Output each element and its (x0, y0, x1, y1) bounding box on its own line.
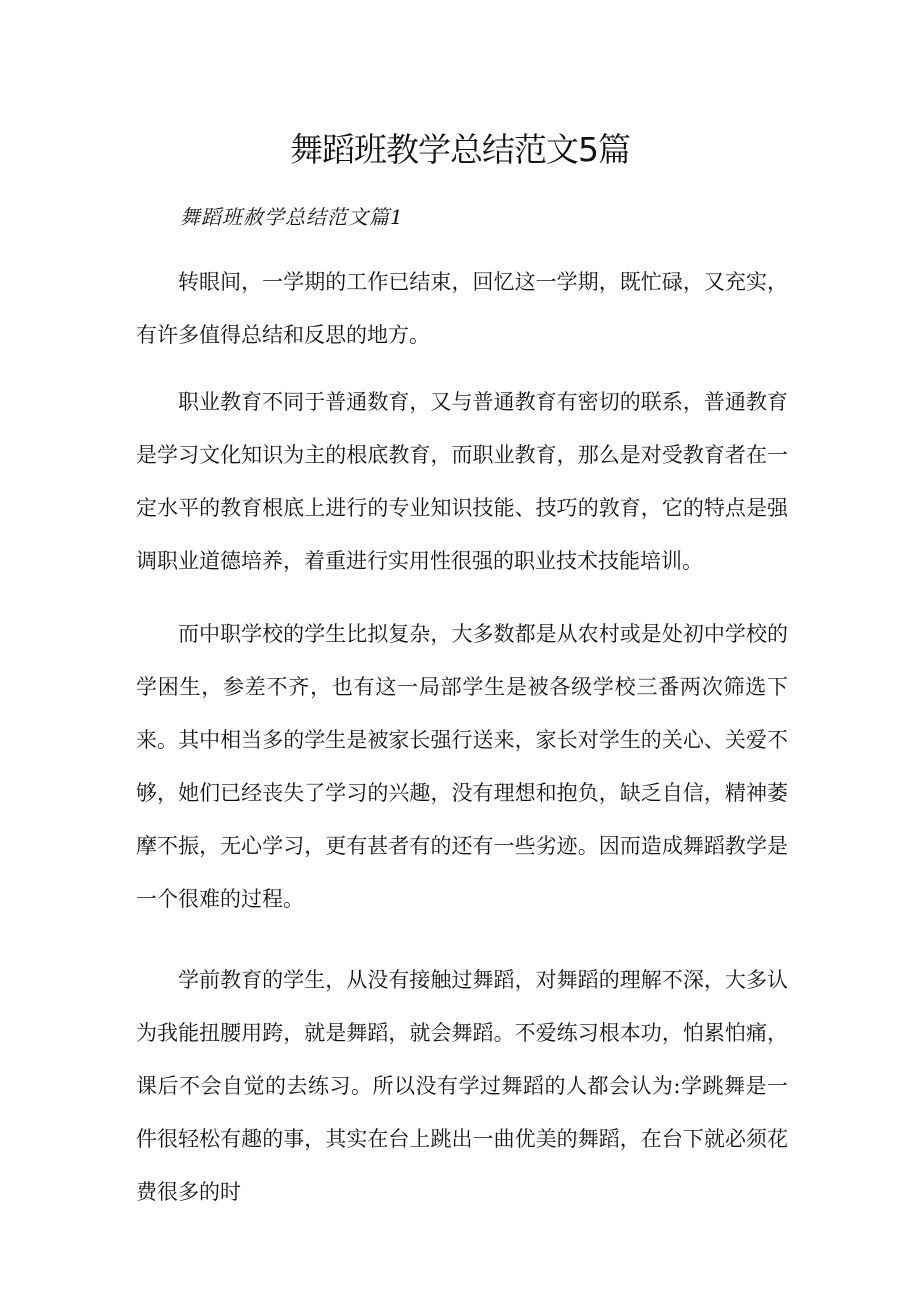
paragraph: 职业教育不同于普通数育，又与普通教育有密切的联系，普通教育是学习文化知识为主的根底教育，而职业教育，那么是对受教育者在一定水平的教育根底上进行的专业知识技能、技巧的敦育，它的特点是强调职业道德培养，着重进行实用性很强的职业技术技能培训。 (136, 390, 788, 573)
paragraph: 而中职学校的学生比拟复杂，大多数都是从农村或是处初中学校的学困生，参差不齐，也有这一局部学生是被各级学校三番两次筛选下来。其中相当多的学生是被家长强行送来，家长对学生的关心、关爱不够，她们已经丧失了学习的兴趣，没有理想和抱负，缺乏自信，精神萎摩不振，无心学习，更有甚者有的还有一些劣迹。因而造成舞蹈教学是一个很难的过程。 (136, 622, 788, 911)
section-heading: 舞蹈班赦学总结范文篇1 (180, 205, 404, 229)
paragraph: 转眼间，一学期的工作已结束，回忆这一学期，既忙碌，又充实，有许多值得总结和反思的地方。 (136, 270, 788, 347)
document-title: 舞蹈班教学总结范文5篇 (290, 130, 630, 169)
paragraph: 学前教育的学生，从没有接触过舞蹈，对舞蹈的理解不深，大多认为我能扭腰用跨，就是舞蹈，就会舞蹈。不爱练习根本功，怕累怕痛，课后不会自觉的去练习。所以没有学过舞蹈的人都会认为:学跳舞是一件很轻松有趣的事，其实在台上跳出一曲优美的舞蹈，在台下就必须花费很多的时 (136, 968, 788, 1204)
